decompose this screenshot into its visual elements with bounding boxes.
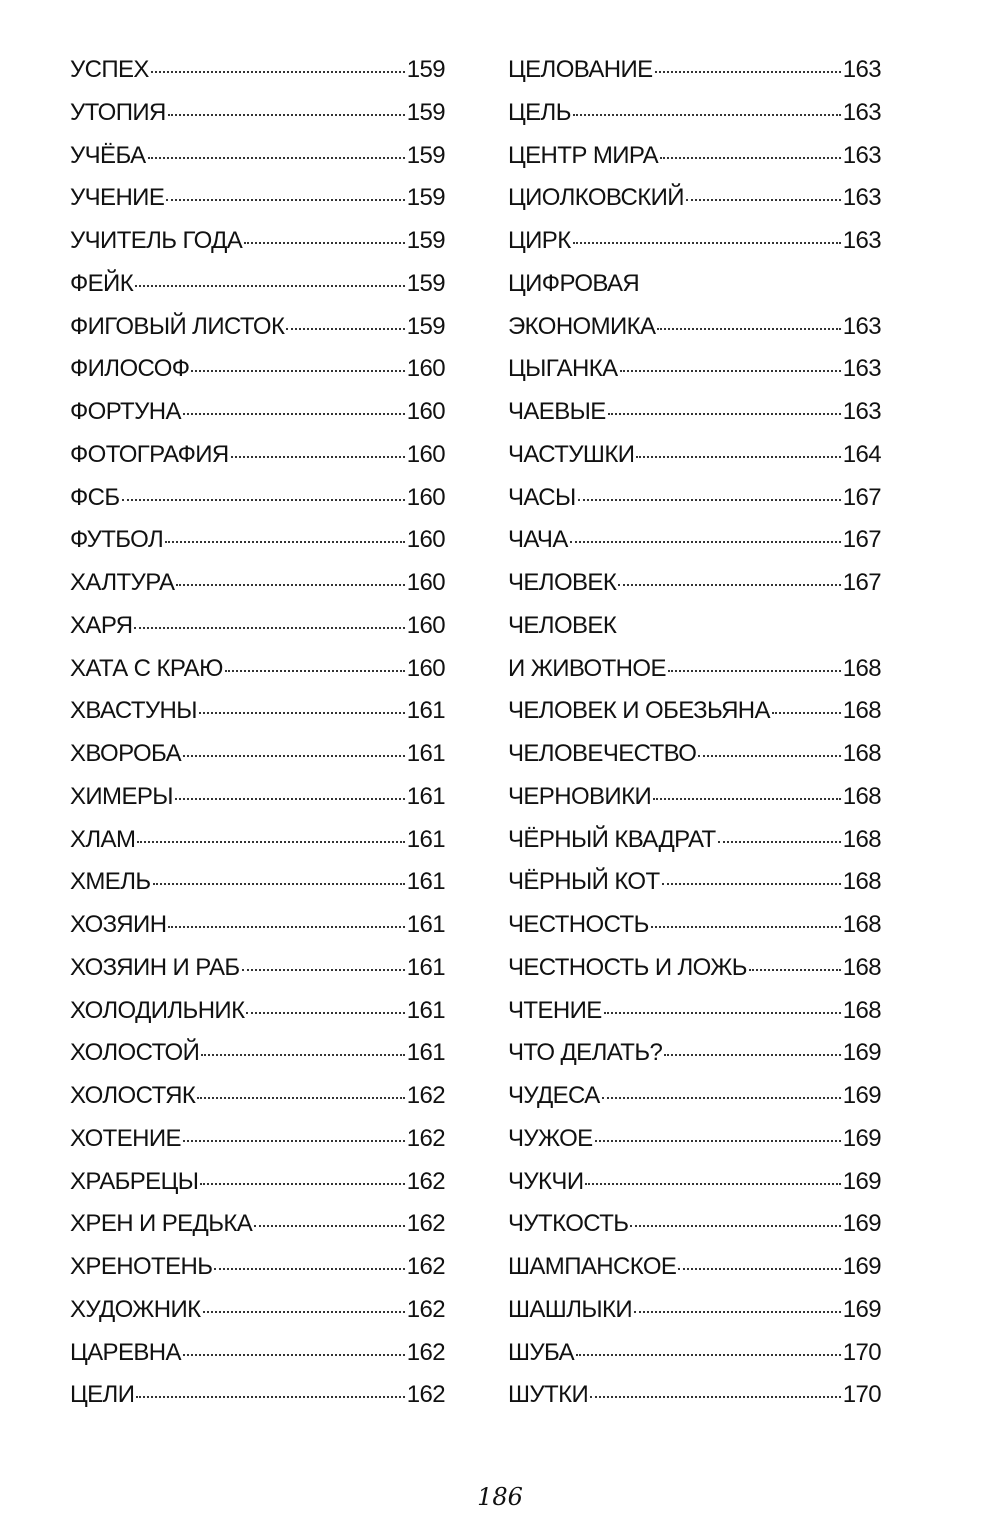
- index-entry: [508, 997, 881, 1040]
- index-term: ЦИОЛКОВСКИЙ: [508, 184, 684, 212]
- index-page-ref: 168: [842, 782, 881, 810]
- index-entry: [508, 1253, 881, 1296]
- index-term: ЭКОНОМИКА: [508, 312, 656, 340]
- index-page-ref: 162: [406, 1167, 445, 1195]
- index-page-ref: 163: [842, 184, 881, 212]
- index-page-ref: 161: [406, 740, 445, 767]
- index-entry: [508, 142, 881, 185]
- dot-leader: [191, 370, 404, 372]
- dot-leader: [286, 328, 404, 330]
- dot-leader: [749, 969, 841, 971]
- index-entry: [70, 997, 445, 1040]
- index-term: ЦАРЕВНА: [70, 1338, 181, 1366]
- index-entry: [508, 99, 881, 142]
- index-term: ЧЕЛОВЕЧЕСТВО: [508, 740, 697, 767]
- index-page-ref: 159: [406, 56, 445, 83]
- index-entry: [508, 441, 881, 484]
- index-page-ref: 168: [842, 740, 881, 767]
- index-term: ЦИФРОВАЯ: [508, 269, 640, 297]
- index-page-ref: 163: [842, 98, 881, 126]
- dot-leader: [254, 1225, 405, 1227]
- index-page-ref: 161: [406, 911, 445, 938]
- index-term: ЧЁРНЫЙ КОТ: [508, 868, 660, 896]
- index-entry: [508, 954, 881, 997]
- dot-leader: [200, 1183, 404, 1185]
- dot-leader: [604, 1012, 841, 1014]
- index-page-ref: 167: [842, 569, 881, 596]
- index-page-ref: 168: [842, 654, 881, 682]
- dot-leader: [214, 1268, 404, 1270]
- dot-leader: [135, 285, 405, 287]
- index-page-ref: 161: [406, 996, 445, 1024]
- index-term: ЧУДЕСА: [508, 1082, 600, 1109]
- dot-leader: [203, 1311, 405, 1313]
- index-page-ref: 168: [842, 825, 881, 853]
- index-term: ХАТА С КРАЮ: [70, 654, 223, 682]
- index-term: ЦЕЛЬ: [508, 98, 571, 126]
- index-term: ЦЕНТР МИРА: [508, 141, 659, 169]
- index-page-ref: 163: [842, 227, 881, 254]
- index-term: ЦИРК: [508, 227, 571, 254]
- index-term: ХИМЕРЫ: [70, 782, 173, 810]
- index-page-ref: 168: [842, 868, 881, 896]
- dot-leader: [175, 798, 405, 800]
- index-entry: [508, 1039, 881, 1082]
- dot-leader: [201, 1054, 404, 1056]
- dot-leader: [570, 541, 841, 543]
- dot-leader: [634, 1311, 841, 1313]
- index-entry: [508, 1339, 881, 1382]
- index-entry: [70, 1381, 445, 1424]
- index-page-ref: 169: [842, 1210, 881, 1238]
- index-term: ФИЛОСОФ: [70, 355, 190, 383]
- dot-leader: [653, 798, 841, 800]
- index-entry: [508, 484, 881, 527]
- dot-leader: [655, 71, 841, 73]
- dot-leader: [618, 584, 841, 586]
- index-entry-continued-heading: [508, 612, 881, 655]
- dot-leader: [636, 456, 840, 458]
- index-page-ref: 169: [842, 1124, 881, 1152]
- index-term: ЧЕЛОВЕК: [508, 569, 617, 596]
- dot-leader: [630, 1225, 840, 1227]
- dot-leader: [573, 242, 841, 244]
- index-term: ХВОРОБА: [70, 740, 182, 767]
- index-term: ХОЛОСТОЙ: [70, 1039, 200, 1067]
- dot-leader: [573, 114, 841, 116]
- index-term: ШАМПАНСКОЕ: [508, 1253, 677, 1280]
- dot-leader: [199, 712, 405, 714]
- index-entry: [508, 1125, 881, 1168]
- index-term: ФОРТУНА: [70, 398, 181, 425]
- index-page-ref: 162: [406, 1253, 445, 1280]
- index-page-ref: 161: [406, 782, 445, 810]
- index-entry: [70, 740, 445, 783]
- index-entry: [70, 142, 445, 185]
- dot-leader: [686, 199, 841, 201]
- page-number: 186: [477, 1483, 523, 1511]
- dot-leader: [246, 1012, 404, 1014]
- index-term: ХОЛОДИЛЬНИК: [70, 996, 245, 1024]
- dot-leader: [718, 841, 841, 843]
- index-entry: [70, 1168, 445, 1211]
- index-term: УЧЕНИЕ: [70, 184, 165, 212]
- index-entry: [70, 1296, 445, 1339]
- index-page-ref: 162: [406, 1381, 445, 1409]
- index-entry: [70, 911, 445, 954]
- index-page-ref: 168: [842, 697, 881, 725]
- index-page-ref: 162: [406, 1338, 445, 1366]
- dot-leader: [225, 670, 405, 672]
- dot-leader: [231, 456, 405, 458]
- index-page-ref: 160: [406, 611, 445, 639]
- index-entry: [508, 740, 881, 783]
- dot-leader: [183, 413, 405, 415]
- index-page-ref: 162: [406, 1082, 445, 1109]
- dot-leader: [657, 328, 840, 330]
- index-term: ХРЕН И РЕДЬКА: [70, 1210, 253, 1238]
- index-entry: [70, 270, 445, 313]
- index-entry: [70, 612, 445, 655]
- index-entry: [70, 826, 445, 869]
- index-term: УСПЕХ: [70, 56, 149, 83]
- index-entry: [70, 655, 445, 698]
- index-term: ЧУКЧИ: [508, 1167, 584, 1195]
- index-entry: [70, 569, 445, 612]
- index-entry: [70, 441, 445, 484]
- index-page-ref: 169: [842, 1082, 881, 1109]
- index-page-ref: 159: [406, 227, 445, 254]
- index-term: ХУДОЖНИК: [70, 1295, 201, 1323]
- dot-leader: [151, 71, 405, 73]
- index-page-ref: 163: [842, 141, 881, 169]
- dot-leader: [660, 157, 841, 159]
- index-page-ref: 159: [406, 312, 445, 340]
- dot-leader: [136, 1396, 404, 1398]
- index-term: ЧЕРНОВИКИ: [508, 782, 652, 810]
- dot-leader: [578, 499, 841, 501]
- index-page-ref: 167: [842, 483, 881, 511]
- index-term: ЧАСЫ: [508, 483, 576, 511]
- index-page-ref: 162: [406, 1124, 445, 1152]
- index-term: ХОТЕНИЕ: [70, 1124, 181, 1152]
- dot-leader: [183, 755, 405, 757]
- index-entry: [508, 826, 881, 869]
- index-term: ЦЕЛОВАНИЕ: [508, 56, 653, 83]
- dot-leader: [166, 199, 405, 201]
- dot-leader: [134, 627, 404, 629]
- index-term: ХМЕЛЬ: [70, 868, 151, 896]
- index-page-ref: 161: [406, 825, 445, 853]
- index-entry: [70, 954, 445, 997]
- index-column-right: [508, 56, 881, 1424]
- index-entry: [70, 99, 445, 142]
- index-entry: [508, 868, 881, 911]
- index-term: УЧЁБА: [70, 141, 146, 169]
- index-entry: [508, 655, 881, 698]
- index-entry: [508, 227, 881, 270]
- index-page-ref: 169: [842, 1039, 881, 1067]
- dot-leader: [197, 1097, 405, 1099]
- index-page-ref: 169: [842, 1253, 881, 1280]
- index-page-ref: 159: [406, 184, 445, 212]
- index-page-ref: 162: [406, 1210, 445, 1238]
- index-entry: [70, 1039, 445, 1082]
- index-page-ref: 159: [406, 141, 445, 169]
- dot-leader: [176, 584, 404, 586]
- index-term: И ЖИВОТНОЕ: [508, 654, 666, 682]
- dot-leader: [595, 1140, 841, 1142]
- index-term: ХРАБРЕЦЫ: [70, 1167, 199, 1195]
- index-term: ЧЕСТНОСТЬ И ЛОЖЬ: [508, 953, 747, 981]
- dot-leader: [662, 883, 841, 885]
- index-term: ЧТО ДЕЛАТЬ?: [508, 1039, 663, 1067]
- dot-leader: [244, 242, 405, 244]
- dot-leader: [576, 1354, 841, 1356]
- index-page-ref: 163: [842, 312, 881, 340]
- index-term: ХОЛОСТЯК: [70, 1082, 196, 1109]
- index-entry: [508, 313, 881, 356]
- index-entry: [70, 1339, 445, 1382]
- index-page-ref: 169: [842, 1167, 881, 1195]
- index-page-ref: 163: [842, 398, 881, 425]
- index-page-ref: 160: [406, 483, 445, 511]
- index-entry: [508, 398, 881, 441]
- index-entry: [70, 1125, 445, 1168]
- index-page-ref: 161: [406, 1039, 445, 1067]
- index-entry: [70, 783, 445, 826]
- index-page-ref: 160: [406, 569, 445, 596]
- index-page-ref: 167: [842, 526, 881, 554]
- index-term: УТОПИЯ: [70, 98, 166, 126]
- dot-leader: [602, 1097, 841, 1099]
- dot-leader: [651, 926, 841, 928]
- index-entry: [508, 56, 881, 99]
- dot-leader: [165, 541, 405, 543]
- index-entry: [70, 184, 445, 227]
- dot-leader: [590, 1396, 841, 1398]
- index-term: ФСБ: [70, 483, 120, 511]
- index-term: ЧАЕВЫЕ: [508, 398, 606, 425]
- index-entry: [508, 526, 881, 569]
- index-page-ref: 161: [406, 953, 445, 981]
- index-page-ref: 169: [842, 1295, 881, 1323]
- dot-leader: [168, 926, 404, 928]
- dot-leader: [668, 670, 841, 672]
- index-term: ЧУЖОЕ: [508, 1124, 593, 1152]
- index-term: ФЕЙК: [70, 269, 134, 297]
- dot-leader: [183, 1140, 405, 1142]
- dot-leader: [608, 413, 841, 415]
- index-page-ref: 170: [842, 1338, 881, 1366]
- index-page-ref: 168: [842, 996, 881, 1024]
- index-entry: [508, 911, 881, 954]
- dot-leader: [620, 370, 841, 372]
- index-entry: [70, 56, 445, 99]
- index-page-ref: 168: [842, 953, 881, 981]
- index-entry: [70, 1082, 445, 1125]
- index-entry: [70, 1253, 445, 1296]
- index-term: ЦЫГАНКА: [508, 355, 618, 383]
- index-term: ФИГОВЫЙ ЛИСТОК: [70, 312, 285, 340]
- index-term: ХРЕНОТЕНЬ: [70, 1253, 213, 1280]
- index-term: ЧАЧА: [508, 526, 568, 554]
- index-term: ШУБА: [508, 1338, 575, 1366]
- dot-leader: [664, 1054, 841, 1056]
- dot-leader: [122, 499, 405, 501]
- index-entry: [508, 1210, 881, 1253]
- index-page-ref: 161: [406, 868, 445, 896]
- index-term: ШАШЛЫКИ: [508, 1295, 633, 1323]
- index-page-ref: 159: [406, 269, 445, 297]
- index-term: ЧЕЛОВЕК: [508, 611, 617, 639]
- dot-leader: [148, 157, 405, 159]
- dot-leader: [585, 1183, 840, 1185]
- index-column-left: [70, 56, 445, 1424]
- index-page-ref: 164: [842, 440, 881, 468]
- index-term: ХЛАМ: [70, 825, 136, 853]
- index-entry: [508, 1168, 881, 1211]
- index-term: ХАЛТУРА: [70, 569, 175, 596]
- dot-leader: [698, 755, 840, 757]
- index-page-ref: 160: [406, 440, 445, 468]
- dot-leader: [168, 114, 405, 116]
- dot-leader: [137, 841, 404, 843]
- index-page-ref: 159: [406, 98, 445, 126]
- index-entry: [508, 184, 881, 227]
- dot-leader: [678, 1268, 840, 1270]
- index-page-ref: 162: [406, 1295, 445, 1323]
- index-entry-continued-heading: [508, 270, 881, 313]
- index-page-ref: 163: [842, 56, 881, 83]
- index-entry: [70, 484, 445, 527]
- index-entry: [508, 1381, 881, 1424]
- index-entry: [508, 1296, 881, 1339]
- index-page-ref: 160: [406, 654, 445, 682]
- index-entry: [70, 227, 445, 270]
- index-term: ЧЕСТНОСТЬ: [508, 911, 649, 938]
- index-entry: [70, 697, 445, 740]
- index-term: ЧЕЛОВЕК И ОБЕЗЬЯНА: [508, 697, 770, 725]
- index-term: ФУТБОЛ: [70, 526, 164, 554]
- index-term: ХАРЯ: [70, 611, 133, 639]
- dot-leader: [242, 969, 405, 971]
- index-entry: [70, 1210, 445, 1253]
- index-entry: [508, 569, 881, 612]
- index-entry: [70, 868, 445, 911]
- index-term: УЧИТЕЛЬ ГОДА: [70, 227, 243, 254]
- index-page-ref: 170: [842, 1381, 881, 1409]
- index-entry: [70, 398, 445, 441]
- dot-leader: [183, 1354, 405, 1356]
- index-term: ХОЗЯИН: [70, 911, 167, 938]
- index-term: ЧЁРНЫЙ КВАДРАТ: [508, 825, 716, 853]
- dot-leader: [153, 883, 405, 885]
- index-page-ref: 161: [406, 697, 445, 725]
- index-page-ref: 168: [842, 911, 881, 938]
- index-term: ШУТКИ: [508, 1381, 589, 1409]
- index-term: ХОЗЯИН И РАБ: [70, 953, 240, 981]
- index-entry: [70, 313, 445, 356]
- dot-leader: [772, 712, 841, 714]
- index-entry: [70, 526, 445, 569]
- index-term: ЦЕЛИ: [70, 1381, 135, 1409]
- index-term: ХВАСТУНЫ: [70, 697, 197, 725]
- index-entry: [70, 355, 445, 398]
- index-entry: [508, 697, 881, 740]
- index-term: ЧАСТУШКИ: [508, 440, 635, 468]
- index-page-ref: 160: [406, 526, 445, 554]
- index-term: ФОТОГРАФИЯ: [70, 440, 229, 468]
- index-entry: [508, 783, 881, 826]
- index-term: ЧТЕНИЕ: [508, 996, 602, 1024]
- index-term: ЧУТКОСТЬ: [508, 1210, 629, 1238]
- index-page-ref: 163: [842, 355, 881, 383]
- index-page-ref: 160: [406, 398, 445, 425]
- index-entry: [508, 1082, 881, 1125]
- index-entry: [508, 355, 881, 398]
- index-page-ref: 160: [406, 355, 445, 383]
